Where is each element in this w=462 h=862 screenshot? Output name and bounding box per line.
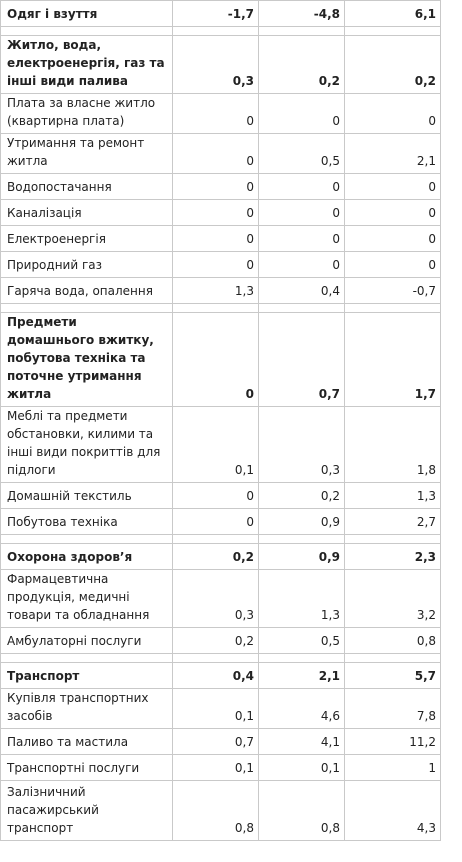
spacer-cell	[173, 304, 259, 313]
table-row	[1, 729, 441, 755]
value-col-2: 0,4	[259, 278, 345, 304]
spacer-row	[1, 304, 441, 313]
value-col-3: 2,1	[345, 134, 441, 174]
row-label: Амбулаторні послуги	[1, 628, 173, 654]
row-label: Каналізація	[1, 200, 173, 226]
value-col-3: 6,1	[345, 1, 441, 27]
spacer-cell	[173, 654, 259, 663]
category-row	[1, 544, 441, 570]
value-col-2: 0	[259, 174, 345, 200]
value-col-3: 1,8	[345, 407, 441, 483]
value-col-3: 11,2	[345, 729, 441, 755]
spacer-cell	[259, 654, 345, 663]
row-label: Гаряча вода, опалення	[1, 278, 173, 304]
value-col-3: 0	[345, 94, 441, 134]
row-label: Охорона здоров’я	[1, 544, 173, 570]
value-col-2: 0	[259, 200, 345, 226]
value-col-3: 0	[345, 252, 441, 278]
table-row	[1, 689, 441, 729]
spacer-cell	[259, 27, 345, 36]
value-col-2: 0,8	[259, 781, 345, 841]
category-row	[1, 1, 441, 27]
spacer-row	[1, 27, 441, 36]
table-row	[1, 174, 441, 200]
value-col-1: 0	[173, 134, 259, 174]
value-col-1: 1,3	[173, 278, 259, 304]
row-label: Побутова техніка	[1, 509, 173, 535]
spacer-cell	[259, 304, 345, 313]
value-col-2: 1,3	[259, 570, 345, 628]
value-col-2: 0,7	[259, 313, 345, 407]
table-row	[1, 278, 441, 304]
value-col-1: 0	[173, 174, 259, 200]
spacer-cell	[1, 535, 173, 544]
table-row	[1, 781, 441, 841]
value-col-1: 0,1	[173, 689, 259, 729]
value-col-1: 0,2	[173, 628, 259, 654]
row-label: Паливо та мастила	[1, 729, 173, 755]
row-label: Купівля транспортних засобів	[1, 689, 173, 729]
category-row	[1, 313, 441, 407]
table-row	[1, 252, 441, 278]
row-label: Фармацевтична продукція, медичні товари та обладнання	[1, 570, 173, 628]
value-col-2: -4,8	[259, 1, 345, 27]
value-col-3: 0	[345, 174, 441, 200]
value-col-1: 0,7	[173, 729, 259, 755]
value-col-3: 2,3	[345, 544, 441, 570]
category-row	[1, 663, 441, 689]
spacer-cell	[173, 535, 259, 544]
row-label: Меблі та предмети обстановки, килими та інші види покриттів для підлоги	[1, 407, 173, 483]
row-label: Природний газ	[1, 252, 173, 278]
value-col-1: 0	[173, 252, 259, 278]
row-label: Предмети домашнього вжитку, побутова техніка та поточне утримання житла	[1, 313, 173, 407]
value-col-3: 4,3	[345, 781, 441, 841]
spacer-cell	[345, 27, 441, 36]
value-col-3: 0	[345, 226, 441, 252]
value-col-2: 0	[259, 252, 345, 278]
table-row	[1, 483, 441, 509]
value-col-3: 0,8	[345, 628, 441, 654]
value-col-1: 0	[173, 313, 259, 407]
table-row	[1, 509, 441, 535]
value-col-1: 0,1	[173, 755, 259, 781]
row-label: Електроенергія	[1, 226, 173, 252]
value-col-1: 0	[173, 200, 259, 226]
spacer-cell	[259, 535, 345, 544]
table-row	[1, 134, 441, 174]
row-label: Залізничний пасажирський транспорт	[1, 781, 173, 841]
spacer-cell	[345, 654, 441, 663]
row-label: Транспортні послуги	[1, 755, 173, 781]
value-col-2: 0,2	[259, 483, 345, 509]
value-col-1: -1,7	[173, 1, 259, 27]
value-col-1: 0	[173, 94, 259, 134]
value-col-3: -0,7	[345, 278, 441, 304]
spacer-row	[1, 654, 441, 663]
value-col-2: 0	[259, 226, 345, 252]
value-col-2: 0	[259, 94, 345, 134]
spacer-row	[1, 535, 441, 544]
value-col-1: 0,4	[173, 663, 259, 689]
category-row	[1, 36, 441, 94]
value-col-1: 0	[173, 226, 259, 252]
row-label: Транспорт	[1, 663, 173, 689]
table-row	[1, 94, 441, 134]
spacer-cell	[1, 654, 173, 663]
value-col-2: 0,2	[259, 36, 345, 94]
spacer-cell	[1, 27, 173, 36]
row-label: Плата за власне житло (квартирна плата)	[1, 94, 173, 134]
value-col-3: 0	[345, 200, 441, 226]
value-col-3: 2,7	[345, 509, 441, 535]
table-row	[1, 570, 441, 628]
spacer-cell	[345, 535, 441, 544]
spacer-cell	[173, 27, 259, 36]
value-col-3: 1,7	[345, 313, 441, 407]
value-col-2: 0,9	[259, 544, 345, 570]
value-col-3: 1	[345, 755, 441, 781]
value-col-2: 0,5	[259, 134, 345, 174]
row-label: Домашній текстиль	[1, 483, 173, 509]
value-col-3: 7,8	[345, 689, 441, 729]
value-col-1: 0	[173, 509, 259, 535]
value-col-2: 0,5	[259, 628, 345, 654]
table-row	[1, 200, 441, 226]
value-col-1: 0,3	[173, 570, 259, 628]
table-body	[1, 1, 441, 841]
table-row	[1, 628, 441, 654]
value-col-2: 0,3	[259, 407, 345, 483]
table-row	[1, 226, 441, 252]
table-row	[1, 755, 441, 781]
value-col-3: 3,2	[345, 570, 441, 628]
value-col-3: 5,7	[345, 663, 441, 689]
value-col-3: 1,3	[345, 483, 441, 509]
row-label: Житло, вода, електроенергія, газ та інші види палива	[1, 36, 173, 94]
value-col-2: 2,1	[259, 663, 345, 689]
value-col-2: 4,1	[259, 729, 345, 755]
spacer-cell	[1, 304, 173, 313]
row-label: Водопостачання	[1, 174, 173, 200]
table-row	[1, 407, 441, 483]
value-col-3: 0,2	[345, 36, 441, 94]
value-col-1: 0	[173, 483, 259, 509]
value-col-1: 0,2	[173, 544, 259, 570]
row-label: Одяг і взуття	[1, 1, 173, 27]
value-col-2: 0,1	[259, 755, 345, 781]
value-col-1: 0,3	[173, 36, 259, 94]
value-col-1: 0,8	[173, 781, 259, 841]
value-col-1: 0,1	[173, 407, 259, 483]
value-col-2: 4,6	[259, 689, 345, 729]
row-label: Утримання та ремонт житла	[1, 134, 173, 174]
value-col-2: 0,9	[259, 509, 345, 535]
spacer-cell	[345, 304, 441, 313]
